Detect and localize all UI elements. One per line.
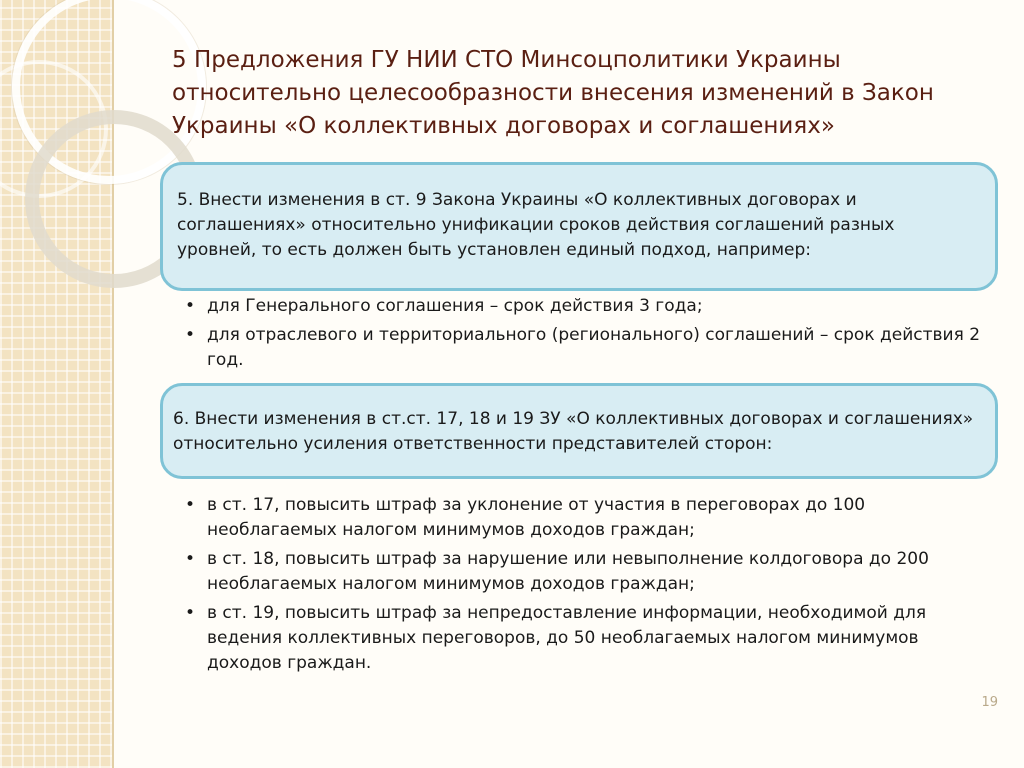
page-number: 19 xyxy=(981,695,998,710)
list-item: • для отраслевого и территориального (регионального) соглашений – срок действия 2 год. xyxy=(185,323,985,373)
list-item: • в ст. 18, повысить штраф за нарушение или невыполнение колдоговора до 200 необлагаемых налогом минимумов доходов граждан; xyxy=(185,547,985,597)
slide-title: 5 Предложения ГУ НИИ СТО Минсоцполитики Украины относительно целесообразности внесения изменений в Закон Украины «О коллективных договорах и соглашениях» xyxy=(172,47,934,139)
list-item: • в ст. 19, повысить штраф за непредоставление информации, необходимой для ведения коллективных переговоров, до 50 необлагаемых налогом минимумов доходов граждан. xyxy=(185,601,985,676)
callout-item-6: 6. Внести изменения в ст.ст. 17, 18 и 19 ЗУ «О коллективных договорах и соглашениях» относительно усиления ответственности представителей сторон: xyxy=(160,383,998,479)
bullet-list-penalties xyxy=(185,493,985,680)
list-item: • в ст. 17, повысить штраф за уклонение от участия в переговорах до 100 необлагаемых налогом минимумов доходов граждан; xyxy=(185,493,985,543)
bullet-list-terms xyxy=(185,294,985,377)
list-item: • для Генерального соглашения – срок действия 3 года; xyxy=(185,294,985,319)
callout-item-5: 5. Внести изменения в ст. 9 Закона Украины «О коллективных договорах и соглашениях» относительно унификации сроков действия соглашений разных уровней, то есть должен быть установлен единый подход, например: xyxy=(160,162,998,291)
